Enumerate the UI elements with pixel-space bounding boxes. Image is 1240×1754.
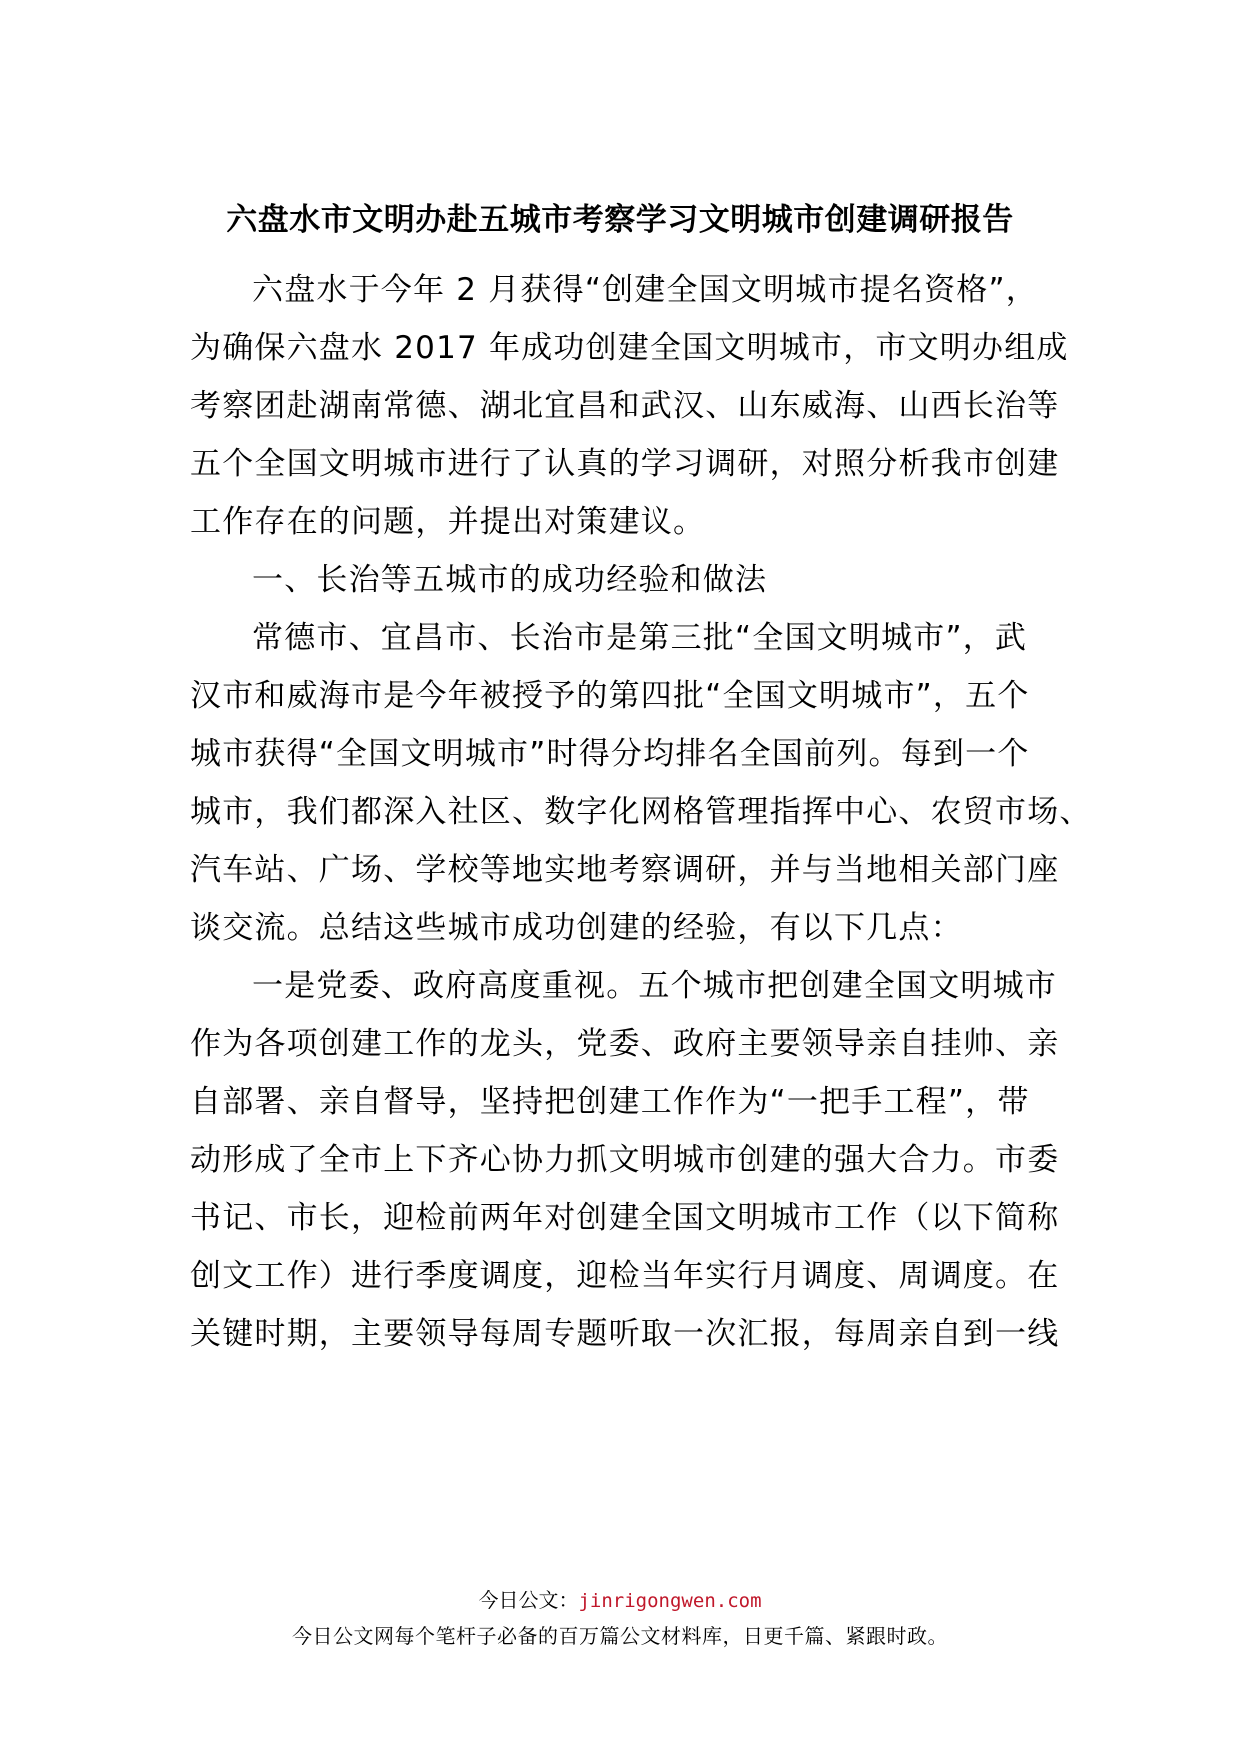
body-line: 城市，我们都深入社区、数字化网格管理指挥中心、农贸市场、: [190, 794, 1092, 830]
section-heading: 一、长治等五城市的成功经验和做法: [252, 562, 768, 598]
body-line: 创文工作）进行季度调度，迎检当年实行月调度、周调度。在: [190, 1258, 1060, 1294]
footer-tagline: 今日公文网每个笔杆子必备的百万篇公文材料库，日更千篇、紧跟时政。: [292, 1624, 948, 1648]
body-line: 考察团赴湖南常德、湖北宜昌和武汉、山东威海、山西长治等: [190, 388, 1060, 424]
body-line: 一是党委、政府高度重视。五个城市把创建全国文明城市: [252, 968, 1057, 1004]
body-line: 工作存在的问题，并提出对策建议。: [190, 504, 706, 540]
body-line: 六盘水于今年 2 月获得“创建全国文明城市提名资格”，: [252, 272, 1038, 308]
document-title: 六盘水市文明办赴五城市考察学习文明城市创建调研报告: [226, 202, 1014, 238]
footer-label: 今日公文：: [478, 1588, 579, 1612]
body-line: 汉市和威海市是今年被授予的第四批“全国文明城市”，五个: [190, 678, 1030, 714]
body-line: 关键时期，主要领导每周专题听取一次汇报，每周亲自到一线: [190, 1316, 1060, 1352]
footer-source: [0, 1586, 1240, 1615]
body-line: 为确保六盘水 2017 年成功创建全国文明城市，市文明办组成: [190, 330, 1069, 366]
body-line: 书记、市长，迎检前两年对创建全国文明城市工作（以下简称: [190, 1200, 1060, 1236]
body-line: 汽车站、广场、学校等地实地考察调研，并与当地相关部门座: [190, 852, 1060, 888]
body-line: 常德市、宜昌市、长治市是第三批“全国文明城市”，武: [252, 620, 1028, 656]
body-line: 城市获得“全国文明城市”时得分均排名全国前列。每到一个: [190, 736, 1030, 772]
body-line: 作为各项创建工作的龙头，党委、政府主要领导亲自挂帅、亲: [190, 1026, 1060, 1062]
body-line: 动形成了全市上下齐心协力抓文明城市创建的强大合力。市委: [190, 1142, 1060, 1178]
body-line: 自部署、亲自督导，坚持把创建工作作为“一把手工程”，带: [190, 1084, 1030, 1120]
footer-site-link[interactable]: jinrigongwen.com: [578, 1590, 762, 1612]
body-line: 五个全国文明城市进行了认真的学习调研，对照分析我市创建: [190, 446, 1060, 482]
body-line: 谈交流。总结这些城市成功创建的经验，有以下几点：: [190, 910, 963, 946]
